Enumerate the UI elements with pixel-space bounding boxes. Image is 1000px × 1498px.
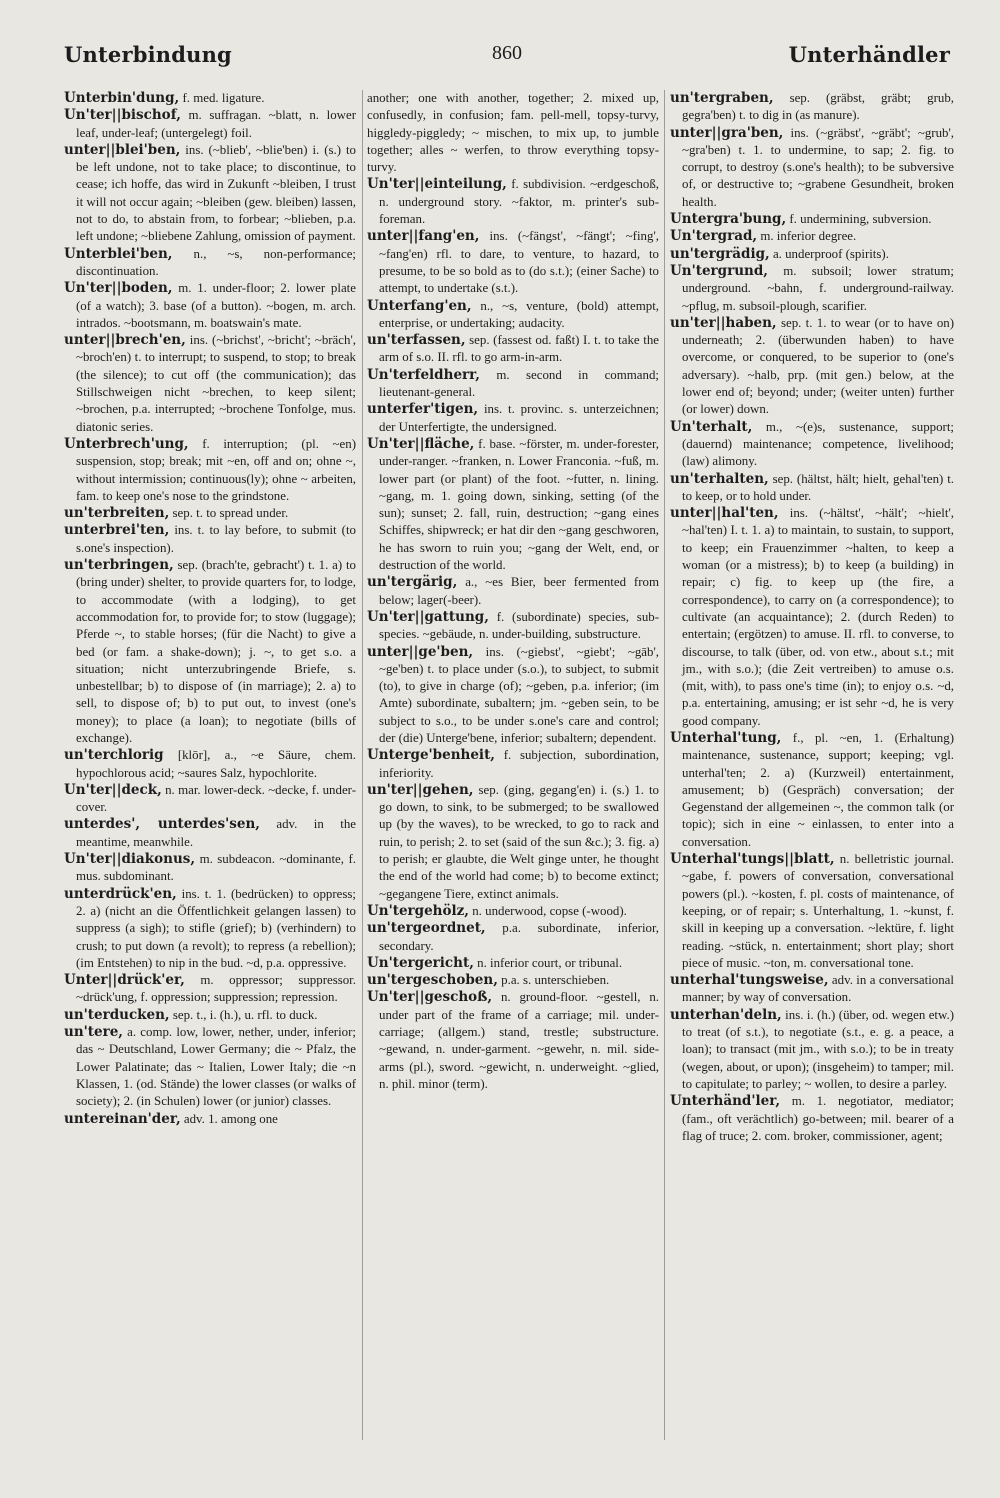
column-divider <box>664 90 665 1440</box>
dictionary-entry <box>64 1007 356 1024</box>
entry-definition: f. subdivision. ~erdgeschoß, n. underground story. ~faktor, m. printer's sub-foreman. <box>379 177 659 227</box>
entry-definition: f. undermining, subversion. <box>786 212 932 227</box>
entry-headword: unter||hal'ten, <box>670 505 779 522</box>
dictionary-entry <box>64 1024 356 1110</box>
dictionary-entry <box>64 782 356 817</box>
entry-headword: Un'tergericht, <box>367 954 474 971</box>
dictionary-entry <box>367 298 659 333</box>
column-3 <box>670 90 954 1460</box>
dictionary-entry <box>64 747 356 782</box>
entry-definition: adv. 1. among one <box>180 1111 278 1126</box>
dictionary-entry <box>64 246 356 281</box>
column-divider <box>362 90 363 1440</box>
entry-definition: ins. t. to lay before, to submit (to s.one's inspection). <box>76 523 356 555</box>
entry-headword: Un'ter||boden, <box>64 280 173 297</box>
entry-headword: un'terducken, <box>64 1006 170 1023</box>
entry-definition: sep. t. 1. to wear (or to have on) underneath; 2. (überwunden haben) to have overcome, or conquered, to be superior to (one's adversary). ~halb, prp. (mit gen.) below, at the lower end of; beyond; under; (weiter unten) further (or lower) down. <box>682 315 954 417</box>
dictionary-entry <box>367 228 659 297</box>
entry-definition: m., ~(e)s, sustenance, support; (dauernd) maintenance; competence, livelihood; (law) alimony. <box>682 419 954 469</box>
entry-definition: n., ~s, venture, (bold) attempt, enterprise, or undertaking; audacity. <box>379 298 659 330</box>
column-2 <box>367 90 659 1460</box>
page-header <box>64 36 950 76</box>
entry-definition: m. oppressor; suppressor. ~drück'ung, f. oppression; suppression; repression. <box>76 973 356 1005</box>
entry-headword: unterhan'deln, <box>670 1006 782 1023</box>
dictionary-entry <box>367 644 659 748</box>
entry-definition: sep. (gräbst, gräbt; grub, gegra'ben) t. to dig in (as manure). <box>682 91 954 123</box>
entry-headword: un'terhalten, <box>670 470 769 487</box>
dictionary-entry <box>367 401 659 436</box>
entry-headword: unterfer'tigen, <box>367 401 479 418</box>
dictionary-entry <box>64 90 356 107</box>
dictionary-entry <box>64 107 356 142</box>
entry-headword: un'ter||gehen, <box>367 781 474 798</box>
entry-definition: f. med. ligature. <box>179 91 265 105</box>
dictionary-entry <box>670 211 954 228</box>
entry-definition: m. subsoil; lower stratum; underground. ~bahn, f. underground-railway. ~pflug, m. subsoil-plough, scarifier. <box>682 263 954 313</box>
dictionary-entry <box>367 903 659 920</box>
dictionary-entry <box>670 851 954 972</box>
dictionary-entry <box>64 1111 356 1128</box>
entry-headword: Un'ter||deck, <box>64 781 162 798</box>
entry-definition: ins. t. provinc. s. unterzeichnen; der Unterfertigte, the undersigned. <box>379 402 659 434</box>
entry-definition: ins. i. (h.) (über, od. wegen etw.) to treat (of s.t.), to negotiate (s.t., e. g. a peace, a loan); to transact (mit jm., with s.o.); to be in treaty (wegen, about, or upon); (insgeheim) to tamper; mil. to capitulate; to parley; ~ wollen, to desire a parley. <box>682 1007 954 1091</box>
entry-definition: ins. (~fängst', ~fängt'; ~fing', ~fang'en) rfl. to dare, to venture, to hazard, to presume, to be so bold as to (do s.t.); (einer Sache) to attempt, to undertake (s.t.). <box>379 229 659 296</box>
entry-headword: Un'ter||diakonus, <box>64 851 196 868</box>
dictionary-entry <box>670 1093 954 1145</box>
header-left-catchword: Unterbindung <box>64 42 232 67</box>
dictionary-entry <box>367 782 659 903</box>
entry-definition: ins. t. 1. (bedrücken) to oppress; 2. a) (nicht an die Öffentlichkeit gelangen lassen) to suppress (a sigh); to stifle (grief); b) (verhindern) to crush; to put down (a revolt); to repress (a rebellion); (im Entstehen) to nip in the bud. ~d, p.a. oppressive. <box>76 886 356 970</box>
entry-definition: m. 1. under-floor; 2. lower plate (of a watch); 3. base (of a button). ~bogen, m. arch. intrados. ~bootsmann, m. boatswain's mate. <box>76 281 356 330</box>
dictionary-entry <box>670 1007 954 1093</box>
dictionary-entry <box>64 522 356 557</box>
entry-definition: f. subjection, subordination, inferiority. <box>379 748 659 780</box>
entry-definition: ins. (~hältst', ~hält'; ~hielt', ~hal'ten) I. t. 1. a) to maintain, to sustain, to support, to keep; ein Frauenzimmer ~halten, to keep a woman (or a mistress); b) to keep (a building) in repair; c) fig. to keep up (the fire, a correspondence), to carry on (a correspondence); to cultivate (an acquaintance); 2. (durch Reden) to entertain; (ergötzen) to amuse. II. rfl. to converse, to discourse, to talk (über, od. von etw., about s.t.; mit jm., with s.o.); (die Zeit vertreiben) to amuse o.s. (mit, with), to pass one's time (in); to enjoy o.s. ~d, p.a. entertaining, amusing; er ist sehr ~d, he is very good company. <box>682 506 954 728</box>
entry-headword: Unter||drück'er, <box>64 972 185 989</box>
entry-definition: m. suffragan. ~blatt, n. lower leaf, under-leaf; (untergelegt) foil. <box>76 108 356 140</box>
entry-definition: n. belletristic journal. ~gabe, f. powers of conversation, conversational powers (pl.). ~kosten, f. pl. costs of maintenance, of keeping, or of repair; s. Unterhaltung, 1. ~kunst, f. skill in keeping up a conversation. ~lektüre, f. light reading. ~stück, n. entertainment; short play; short piece of music. ~ton, m. conversational tone. <box>682 852 954 970</box>
entry-headword: Unterhal'tung, <box>670 729 782 746</box>
dictionary-entry <box>64 505 356 522</box>
entry-definition: ins. (~gräbst', ~gräbt'; ~grub', ~gra'ben) t. 1. to undermine, to sap; 2. fig. to corrupt, to destroy (s.one's health); to be subversive of, or destructive to; ~grabene Gesundheit, broken health. <box>682 125 954 209</box>
entry-headword: Unterblei'ben, <box>64 245 173 262</box>
entry-headword: Un'terhalt, <box>670 418 753 435</box>
entry-headword: un'terfassen, <box>367 332 466 349</box>
entry-headword: un'tergeordnet, <box>367 920 486 937</box>
entry-definition: a. underproof (spirits). <box>769 246 889 261</box>
dictionary-entry <box>64 142 356 246</box>
entry-headword: un'ter||haben, <box>670 314 777 331</box>
dictionary-entry <box>64 557 356 747</box>
entry-headword: unter||brech'en, <box>64 332 186 349</box>
entry-headword: Un'ter||bischof, <box>64 107 181 124</box>
entry-definition: n. ground-floor. ~gestell, n. under part of the frame of a carriage; mil. under-carriage; (allgem.) stand, trestle; substructure. ~gewand, n. under-garment. ~gewehr, n. mil. side-arms (pl.), sword. ~gewicht, n. underweight. ~glied, n. phil. minor (term). <box>379 990 659 1091</box>
header-right-catchword: Unterhändler <box>788 42 950 67</box>
dictionary-entry <box>670 315 954 419</box>
dictionary-entry <box>670 246 954 263</box>
entry-definition: adv. in the meantime, meanwhile. <box>76 817 356 849</box>
entry-headword: unter||blei'ben, <box>64 141 181 158</box>
column-1 <box>64 90 356 1460</box>
dictionary-entry <box>367 972 659 989</box>
dictionary-entry <box>670 90 954 125</box>
dictionary-entry <box>670 263 954 315</box>
entry-definition: n. underwood, copse (-wood). <box>469 903 627 918</box>
dictionary-entry <box>367 574 659 609</box>
entry-definition: n. mar. lower-deck. ~decke, f. under-cover. <box>76 782 356 815</box>
dictionary-entry <box>670 471 954 506</box>
entry-headword: un'tergraben, <box>670 90 774 106</box>
entry-definition: a., ~es Bier, beer fermented from below; lager(-beer). <box>379 575 659 607</box>
entry-definition: f. (subordinate) species, sub-species. ~gebäude, n. under-building, substructure. <box>379 609 659 642</box>
dictionary-entry <box>64 816 356 851</box>
entry-definition: p.a. subordinate, inferior, secondary. <box>379 921 659 953</box>
dictionary-entry <box>64 280 356 332</box>
dictionary-entry <box>670 505 954 730</box>
dictionary-entry <box>670 419 954 471</box>
text-columns <box>64 90 954 1460</box>
dictionary-entry <box>64 436 356 505</box>
entry-headword: un'terbringen, <box>64 557 174 574</box>
entry-headword: Unterhal'tungs||blatt, <box>670 851 835 868</box>
dictionary-entry <box>367 920 659 955</box>
entry-headword: Un'tergehölz, <box>367 902 470 919</box>
entry-definition: m. inferior degree. <box>757 229 857 244</box>
entry-headword: unterdes', unterdes'sen, <box>64 816 260 833</box>
entry-definition: n., ~s, non-performance; discontinuation. <box>76 246 356 278</box>
entry-headword: un'tergrädig, <box>670 245 770 262</box>
entry-definition: sep. t., i. (h.), u. rfl. to duck. <box>169 1007 318 1022</box>
entry-definition: sep. (ging, gegang'en) i. (s.) 1. to go down, to sink, to be submerged; to be swallowed up (by the waves), to be wrecked, to go to rack and ruin, to perish; 2. to set (said of the sun &c.); 3. fig. a) to perish; er glaubte, die Welt ginge unter, he thought the end of the world had come; b) to become extinct; ~gegangene Tiere, extinct animals. <box>379 782 659 901</box>
dictionary-entry <box>64 886 356 972</box>
dictionary-entry <box>64 851 356 886</box>
entry-headword: un'tere, <box>64 1024 123 1041</box>
entry-definition: sep. t. to spread under. <box>169 506 289 521</box>
dictionary-entry <box>64 332 356 436</box>
entry-headword: unter||gra'ben, <box>670 124 784 141</box>
entry-headword: unterdrück'en, <box>64 885 177 902</box>
entry-headword: Un'ter||geschoß, <box>367 989 493 1006</box>
entry-definition: sep. (brach'te, gebracht') t. 1. a) to (bring under) shelter, to provide quarters for, to lodge, to accommodate (with a lodging), to get accommodation for, to provide for; to stow (luggage); Pferde ~, to stable horses; (für die Nacht) to give a bed (or fam. a shake-down); j. ~, to get s.o. a situation; nicht unterzubringende Briefe, s. unbestellbar; b) to dispose of (in marriage); 2. a) to sell, to dispose of; b) to put out, to invest (one's money); to place (a loan); to negotiate (bills of exchange). <box>76 558 356 745</box>
entry-headword: un'tergeschoben, <box>367 972 498 989</box>
entry-definition: adv. in a conversational manner; by way of conversation. <box>682 973 954 1005</box>
entry-definition: f. base. ~förster, m. under-forester, under-ranger. ~franken, n. Lower Franconia. ~fuß, m. lower part (or plant) of the foot. ~futter, n. lining. ~gang, m. 1. going down, sinking, setting (of the sun); sunset; 2. fall, ruin, destruction; ~gang eines Schiffes, shipwreck; er hat dir den ~gang geschworen, he has sworn to ruin you; ~gang der Welt, end, or destruction of the world. <box>379 436 659 573</box>
page-number: 860 <box>492 42 522 64</box>
entry-headword: Un'terfeldherr, <box>367 366 480 383</box>
entry-headword: unter||ge'ben, <box>367 643 474 660</box>
entry-definition: sep. (hältst, hält; hielt, gehal'ten) t. to keep, or to hold under. <box>682 471 954 503</box>
dictionary-entry <box>367 609 659 644</box>
dictionary-entry <box>367 747 659 782</box>
entry-headword: Unterfang'en, <box>367 297 472 314</box>
entry-definition: another; one with another, together; 2. mixed up, confusedly, in confusion; fam. pell-mell, topsy-turvy, higgledy-piggledy; ~ mischen, to mix up, to jumble together; alles ~ werfen, to throw everything topsy-turvy. <box>367 91 659 175</box>
entry-headword: unterhal'tungsweise, <box>670 972 829 989</box>
dictionary-entry <box>670 125 954 211</box>
entry-headword: Un'tergrund, <box>670 262 768 279</box>
entry-definition: [klōr], a., ~e Säure, chem. hypochlorous acid; ~saures Salz, hypochlorite. <box>76 748 356 780</box>
entry-definition: m. second in command; lieutenant-general. <box>379 367 659 400</box>
entry-headword: Unterhänd'ler, <box>670 1093 781 1110</box>
entry-headword: Unterge'benheit, <box>367 747 495 764</box>
entry-headword: Un'ter||gattung, <box>367 608 489 625</box>
entry-definition: n. inferior court, or tribunal. <box>473 955 623 970</box>
entry-headword: un'tergärig, <box>367 574 458 591</box>
entry-headword: un'terchlorig <box>64 747 164 764</box>
entry-headword: Un'ter||fläche, <box>367 435 475 452</box>
dictionary-entry <box>670 972 954 1007</box>
entry-definition: a. comp. low, lower, nether, under, inferior; das ~ Deutschland, Lower Germany; die ~ Pfalz, the Lower Palatinate; das ~ Italien, Lower Italy; die ~n Klassen, 1. (od. Stände) the lower classes (or walks of society); 2. (in Schulen) lower (or junior) classes. <box>76 1025 356 1109</box>
dictionary-entry <box>367 436 659 574</box>
entry-headword: unter||fang'en, <box>367 228 480 245</box>
entry-definition: ins. (~brichst', ~bricht'; ~bräch', ~broch'en) t. to interrupt; to suspend, to stop; to break (the silence); to cut off (the communication); das Stillschweigen nicht ~brechen, to keep silent; ~brochen, p.a. interrupted; ~brochene Tonfolge, mus. diatonic series. <box>76 333 356 434</box>
dictionary-entry <box>670 730 954 851</box>
dictionary-entry <box>367 989 659 1093</box>
entry-definition: m. 1. negotiator, mediator; (fam., oft verächtlich) go-between; mil. bearer of a flag of truce; 2. com. broker, commissioner, agent; <box>682 1094 954 1143</box>
entry-definition: sep. (fassest od. faßt) I. t. to take the arm of s.o. II. rfl. to go arm-in-arm. <box>379 333 659 365</box>
entry-definition: m. subdeacon. ~dominante, f. mus. subdominant. <box>76 852 356 884</box>
dictionary-entry <box>367 332 659 367</box>
entry-definition: f., pl. ~en, 1. (Erhaltung) maintenance, sustenance, support; keeping; vgl. unterhal'ten; 2. a) (Kurzweil) entertainment, amusement; b) (Gespräch) conversation; der Gegenstand der allgemeinen ~, the common talk (or topic); sich in eine ~ einlassen, to enter into a conversation. <box>682 730 954 849</box>
dictionary-entry <box>670 228 954 245</box>
dictionary-entry <box>367 176 659 228</box>
entry-headword: Unterbin'dung, <box>64 90 180 106</box>
entry-headword: Un'tergrad, <box>670 228 758 245</box>
entry-definition: ins. (~giebst', ~giebt'; ~gāb', ~ge'ben) t. to place under (s.o.), to subject, to submit (to), to give in charge (of); ~geben, p.a. inferior; (im Amte) subordinate, subaltern; jm. ~geben sein, to be subject to s.o., to be under s.one's care and control; der (die) Unterge'bene, inferior; subaltern; dependent. <box>379 644 659 745</box>
dictionary-entry <box>367 367 659 402</box>
dictionary-entry <box>64 972 356 1007</box>
entry-headword: Unterbrech'ung, <box>64 435 189 452</box>
dictionary-entry <box>367 90 659 176</box>
entry-headword: Un'ter||einteilung, <box>367 176 507 193</box>
entry-headword: Untergra'bung, <box>670 211 787 228</box>
entry-definition: f. interruption; (pl. ~en) suspension, stop; break; mit ~en, off and on; ohne ~, without intermission; continuous(ly); ohne ~ arbeiten, fam. to keep one's nose to the grindstone. <box>76 436 356 503</box>
entry-definition: p.a. s. unterschieben. <box>497 973 610 988</box>
entry-headword: unterbrei'ten, <box>64 522 170 539</box>
dictionary-entry <box>367 955 659 972</box>
entry-headword: un'terbreiten, <box>64 505 170 522</box>
entry-headword: untereinan'der, <box>64 1110 181 1127</box>
entry-definition: ins. (~blieb', ~blie'ben) i. (s.) to be left undone, not to take place; to discontinue, to cease; ich hoffe, das wird in Zukunft ~bleiben, I trust it will not occur again; ~bleiben (gew. bleiben) lassen, not to do, to abstain from, to forbear; ~blieben, p.a. left undone; ~bliebene Zahlung, omission of payment. <box>76 142 356 244</box>
